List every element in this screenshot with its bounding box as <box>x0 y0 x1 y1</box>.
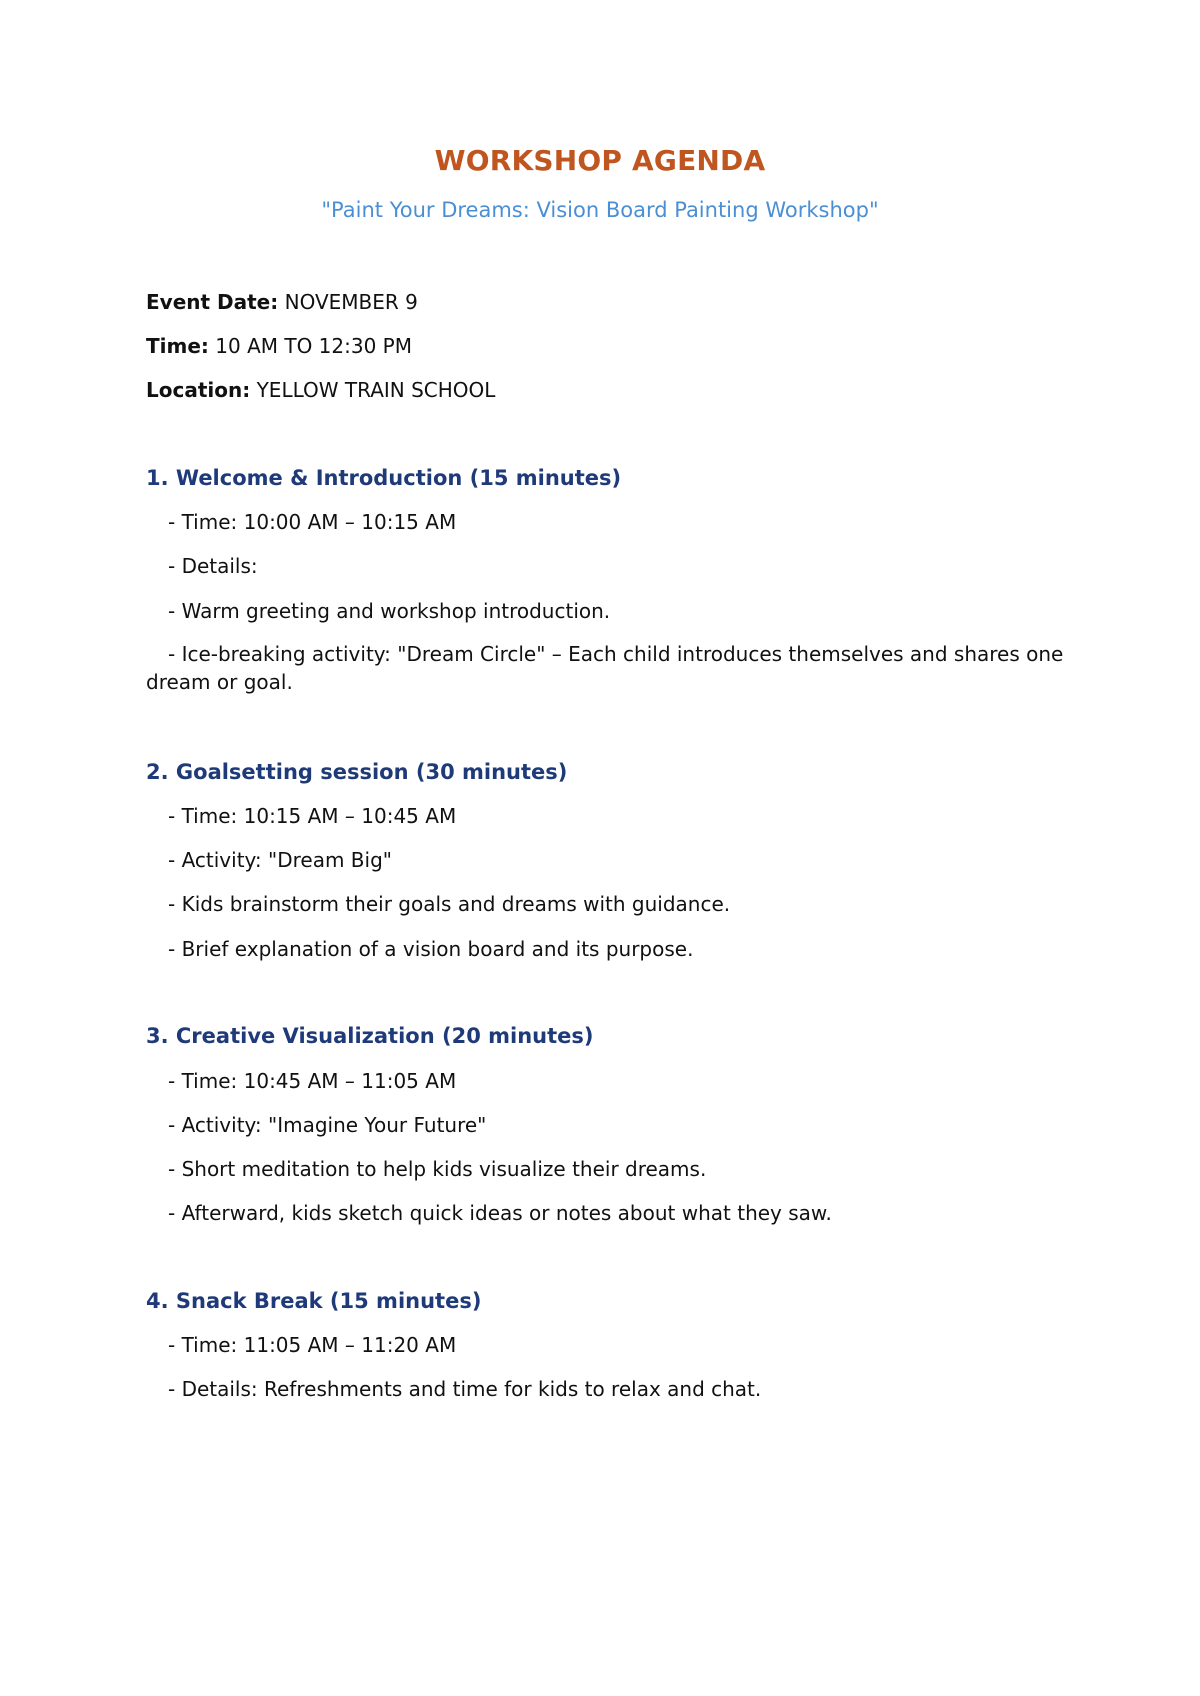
event-location-line <box>146 378 495 402</box>
section-heading: 3. Creative Visualization (20 minutes) <box>146 1024 594 1048</box>
event-date-label: Event Date: <box>146 290 279 314</box>
list-item: - Time: 10:15 AM – 10:45 AM <box>168 804 457 828</box>
event-date-line <box>146 290 418 314</box>
list-item: - Time: 10:45 AM – 11:05 AM <box>168 1069 457 1093</box>
list-item: - Activity: "Imagine Your Future" <box>168 1113 487 1137</box>
event-location-value: YELLOW TRAIN SCHOOL <box>256 378 496 402</box>
list-item: - Details: Refreshments and time for kids to relax and chat. <box>168 1377 762 1401</box>
section-heading: 4. Snack Break (15 minutes) <box>146 1289 482 1313</box>
list-item: - Kids brainstorm their goals and dreams with guidance. <box>168 892 731 916</box>
list-item: - Time: 11:05 AM – 11:20 AM <box>168 1333 457 1357</box>
list-item: - Activity: "Dream Big" <box>168 848 392 872</box>
event-location-label: Location: <box>146 378 251 402</box>
list-item: - Short meditation to help kids visualize their dreams. <box>168 1157 707 1181</box>
event-time-value: 10 AM TO 12:30 PM <box>215 334 412 358</box>
event-time-label: Time: <box>146 334 209 358</box>
list-item: - Time: 10:00 AM – 10:15 AM <box>168 510 457 534</box>
list-item: - Warm greeting and workshop introduction. <box>168 599 611 623</box>
document-title: WORKSHOP AGENDA <box>434 144 766 177</box>
list-item: - Details: <box>168 554 258 578</box>
document-subtitle: "Paint Your Dreams: Vision Board Painting Workshop" <box>321 198 879 222</box>
section-heading: 1. Welcome & Introduction (15 minutes) <box>146 466 622 490</box>
event-time-line <box>146 334 412 358</box>
list-item: - Ice-breaking activity: "Dream Circle" – Each child introduces themselves and shares one dream or goal. <box>146 642 1064 694</box>
section-heading: 2. Goalsetting session (30 minutes) <box>146 760 568 784</box>
list-item: - Brief explanation of a vision board and its purpose. <box>168 937 694 961</box>
event-date-value: NOVEMBER 9 <box>284 290 418 314</box>
list-item: - Afterward, kids sketch quick ideas or notes about what they saw. <box>168 1201 832 1225</box>
